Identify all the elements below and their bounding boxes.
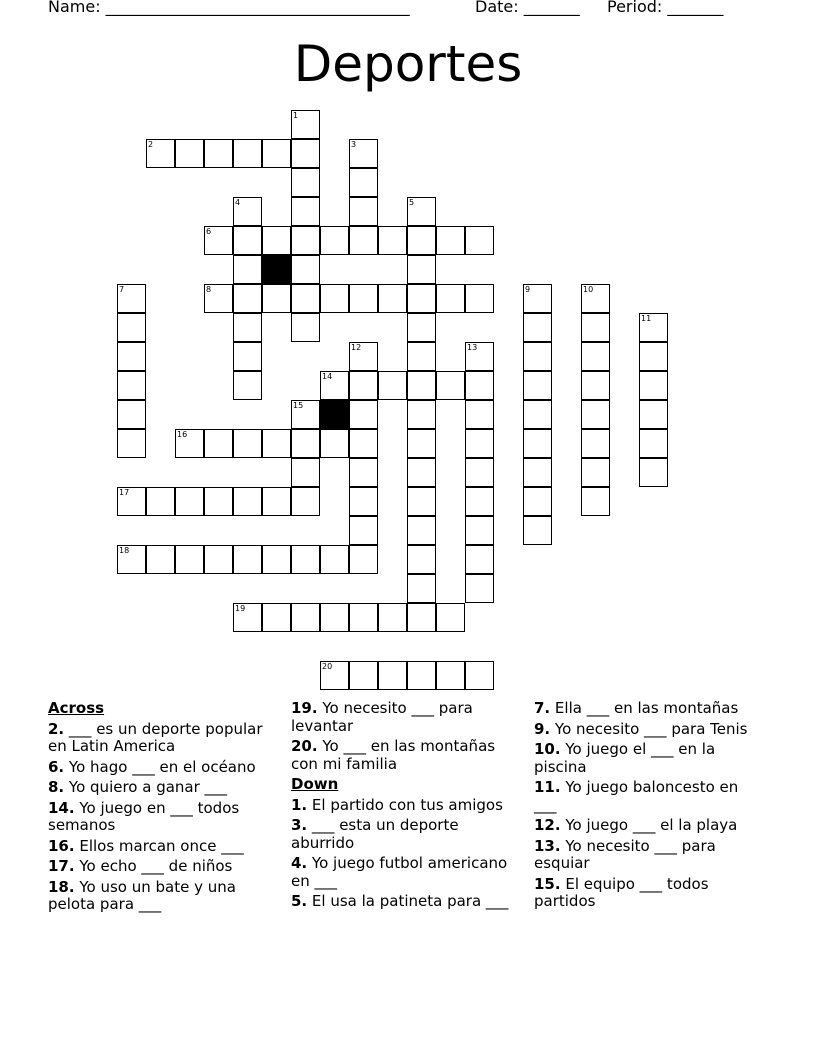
across-clue: 6. Yo hago ___ en el océano [48,757,256,776]
crossword-cell[interactable] [349,197,378,226]
date-label: Date: _______ [475,0,580,16]
clue-number: 14 [322,372,333,381]
crossword-cell[interactable] [204,487,233,516]
crossword-cell[interactable] [349,545,378,574]
crossword-cell[interactable] [581,458,610,487]
crossword-cell[interactable] [407,574,436,603]
crossword-cell[interactable] [146,139,175,168]
crossword-cell[interactable] [291,255,320,284]
crossword-cell[interactable] [204,545,233,574]
crossword-cell[interactable] [291,168,320,197]
crossword-cell[interactable] [291,139,320,168]
crossword-cell[interactable] [581,284,610,313]
clue-number: 16 [177,430,188,439]
down-clue: 7. Ella ___ en las montañas [534,699,739,717]
crossword-cell[interactable] [291,400,320,429]
crossword-cell[interactable] [407,545,436,574]
clue-number: 12 [351,343,362,352]
crossword-cell[interactable] [262,545,291,574]
crossword-cell[interactable] [407,284,436,313]
crossword-cell[interactable] [175,139,204,168]
crossword-cell[interactable] [349,168,378,197]
down-clue: 3. ___ esta un deporte aburrido [291,816,459,852]
crossword-cell[interactable] [378,284,407,313]
crossword-cell[interactable] [291,545,320,574]
crossword-cell[interactable] [523,400,552,429]
crossword-cell[interactable] [523,516,552,545]
crossword-cell[interactable] [378,603,407,632]
crossword-cell[interactable] [465,545,494,574]
crossword-cell[interactable] [320,603,349,632]
crossword-cell[interactable] [349,342,378,371]
crossword-cell[interactable] [465,429,494,458]
crossword-cell[interactable] [291,313,320,342]
crossword-cell[interactable] [581,342,610,371]
crossword-cell[interactable] [349,661,378,690]
crossword-cell[interactable] [407,516,436,545]
crossword-cell[interactable] [146,545,175,574]
clue-number: 3 [351,140,357,149]
clue-number: 2 [148,140,154,149]
crossword-cell[interactable] [465,574,494,603]
crossword-cell[interactable] [291,284,320,313]
crossword-cell[interactable] [233,226,262,255]
crossword-cell[interactable] [465,487,494,516]
crossword-cell[interactable] [523,487,552,516]
crossword-cell[interactable] [465,661,494,690]
crossword-cell[interactable] [523,371,552,400]
crossword-cell[interactable] [523,313,552,342]
crossword-cell[interactable] [233,284,262,313]
crossword-cell[interactable] [204,429,233,458]
clues-column-1 [48,700,278,917]
crossword-cell[interactable] [436,284,465,313]
down-clue: 15. El equipo ___ todos partidos [534,874,709,910]
clue-number: 5 [409,198,415,207]
crossword-cell[interactable] [407,371,436,400]
crossword-cell[interactable] [117,371,146,400]
crossword-cell[interactable] [320,661,349,690]
crossword-cell[interactable] [523,342,552,371]
crossword-cell[interactable] [117,429,146,458]
crossword-cell[interactable] [233,487,262,516]
crossword-cell[interactable] [291,226,320,255]
crossword-cell[interactable] [523,458,552,487]
crossword-cell[interactable] [233,429,262,458]
clue-number: 17 [119,488,130,497]
crossword-cell[interactable] [233,255,262,284]
across-clue: 17. Yo echo ___ de niños [48,857,233,875]
crossword-cell[interactable] [320,371,349,400]
crossword-cell[interactable] [320,284,349,313]
crossword-cell[interactable] [291,487,320,516]
crossword-cell[interactable] [639,458,668,487]
black-cell [262,255,291,284]
down-clue: 11. Yo juego baloncesto en ___ [534,778,739,814]
crossword-cell[interactable] [581,313,610,342]
crossword-cell[interactable] [320,429,349,458]
clue-number: 6 [206,227,212,236]
crossword-cell[interactable] [233,603,262,632]
crossword-cell[interactable] [407,458,436,487]
crossword-cell[interactable] [639,429,668,458]
crossword-cell[interactable] [349,139,378,168]
down-clue: 9. Yo necesito ___ para Tenis [534,719,748,738]
crossword-cell[interactable] [436,371,465,400]
crossword-cell[interactable] [175,487,204,516]
across-clue: 19. Yo necesito ___ para levantar [291,699,473,735]
crossword-cell[interactable] [262,284,291,313]
crossword-cell[interactable] [523,429,552,458]
crossword-cell[interactable] [465,400,494,429]
crossword-cell[interactable] [581,487,610,516]
clues-column-2 [291,700,521,914]
crossword-cell[interactable] [639,371,668,400]
crossword-cell[interactable] [465,516,494,545]
crossword-cell[interactable] [262,603,291,632]
clue-number: 8 [206,285,212,294]
name-label: Name: ______________________________________ [48,0,410,16]
crossword-cell[interactable] [465,226,494,255]
across-clue: 2. ___ es un deporte popular en Latin America [48,719,263,755]
crossword-cell[interactable] [117,487,146,516]
crossword-cell[interactable] [291,110,320,139]
crossword-cell[interactable] [262,139,291,168]
puzzle-title: Deportes [293,35,523,93]
clue-number: 13 [467,343,478,352]
crossword-cell[interactable] [146,487,175,516]
crossword-cell[interactable] [349,458,378,487]
crossword-cell[interactable] [581,429,610,458]
crossword-cell[interactable] [407,429,436,458]
crossword-cell[interactable] [262,487,291,516]
down-clue: 1. El partido con tus amigos [291,795,503,814]
crossword-cell[interactable] [233,139,262,168]
crossword-cell[interactable] [349,226,378,255]
crossword-cell[interactable] [175,429,204,458]
crossword-cell[interactable] [349,516,378,545]
crossword-cell[interactable] [349,400,378,429]
crossword-cell[interactable] [407,255,436,284]
clue-number: 7 [119,285,125,294]
crossword-cell[interactable] [117,545,146,574]
crossword-cell[interactable] [378,371,407,400]
crossword-cell[interactable] [320,545,349,574]
clue-number: 19 [235,604,246,613]
crossword-cell[interactable] [378,661,407,690]
down-clue: 10. Yo juego el ___ en la piscina [534,740,716,776]
clue-number: 15 [293,401,304,410]
crossword-cell[interactable] [639,313,668,342]
crossword-cell[interactable] [233,342,262,371]
crossword-cell[interactable] [262,226,291,255]
crossword-cell[interactable] [407,313,436,342]
crossword-cell[interactable] [320,226,349,255]
crossword-cell[interactable] [204,226,233,255]
crossword-cell[interactable] [349,429,378,458]
crossword-cell[interactable] [465,284,494,313]
across-clue: 18. Yo uso un bate y una pelota para ___ [48,877,236,913]
crossword-cell[interactable] [407,400,436,429]
crossword-cell[interactable] [407,226,436,255]
crossword-cell[interactable] [436,603,465,632]
crossword-cell[interactable] [465,342,494,371]
down-clue: 5. El usa la patineta para ___ [291,892,509,910]
crossword-cell[interactable] [349,284,378,313]
crossword-cell[interactable] [639,400,668,429]
crossword-cell[interactable] [117,313,146,342]
crossword-cell[interactable] [233,313,262,342]
crossword-cell[interactable] [175,545,204,574]
crossword-cell[interactable] [233,371,262,400]
crossword-cell[interactable] [349,603,378,632]
crossword-cell[interactable] [204,284,233,313]
crossword-cell[interactable] [465,458,494,487]
clue-number: 10 [583,285,594,294]
crossword-cell[interactable] [291,197,320,226]
clue-number: 20 [322,662,333,671]
down-clue: 13. Yo necesito ___ para esquiar [534,836,716,872]
crossword-cell[interactable] [581,371,610,400]
clue-number: 18 [119,546,130,555]
crossword-cell[interactable] [436,226,465,255]
across-clue: 16. Ellos marcan once ___ [48,836,244,855]
crossword-cell[interactable] [436,661,465,690]
down-heading: Down [291,775,339,793]
crossword-cell[interactable] [233,545,262,574]
crossword-cell[interactable] [523,284,552,313]
black-cell [320,400,349,429]
crossword-cell[interactable] [233,197,262,226]
crossword-cell[interactable] [349,487,378,516]
crossword-cell[interactable] [291,429,320,458]
across-clue: 20. Yo ___ en las montañas con mi familia [291,737,496,773]
crossword-cell[interactable] [204,139,233,168]
across-heading: Across [48,699,105,717]
across-clue: 14. Yo juego en ___ todos semanos [48,798,240,834]
crossword-cell[interactable] [117,400,146,429]
crossword-cell[interactable] [407,603,436,632]
crossword-cell[interactable] [117,342,146,371]
crossword-cell[interactable] [407,342,436,371]
crossword-cell[interactable] [581,400,610,429]
crossword-cell[interactable] [349,371,378,400]
down-clue: 12. Yo juego ___ el la playa [534,816,738,834]
crossword-cell[interactable] [407,487,436,516]
crossword-cell[interactable] [291,603,320,632]
across-clue: 8. Yo quiero a ganar ___ [48,778,228,796]
crossword-cell[interactable] [639,342,668,371]
crossword-cell[interactable] [378,226,407,255]
crossword-cell[interactable] [407,661,436,690]
clue-number: 9 [525,285,531,294]
clues-column-3 [534,700,764,914]
clue-number: 4 [235,198,241,207]
crossword-cell[interactable] [262,429,291,458]
crossword-cell[interactable] [117,284,146,313]
clue-number: 1 [293,111,299,120]
period-label: Period: _______ [607,0,724,16]
clue-number: 11 [641,314,652,323]
crossword-cell[interactable] [407,197,436,226]
crossword-cell[interactable] [291,458,320,487]
down-clue: 4. Yo juego futbol americano en ___ [291,854,508,890]
crossword-cell[interactable] [465,371,494,400]
